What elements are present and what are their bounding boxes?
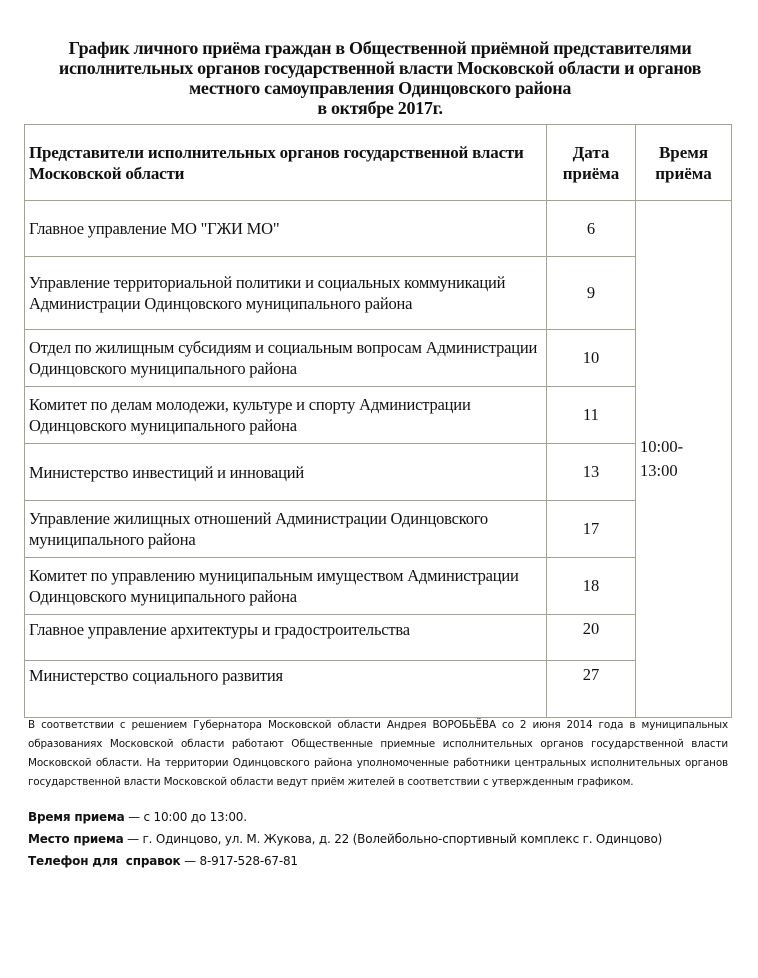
date-cell: 17 — [547, 501, 636, 558]
reception-place — [28, 828, 738, 850]
org-cell: Министерство социального развития — [25, 661, 547, 718]
org-cell: Управление территориальной политики и социальных коммуникаций Администрации Одинцовского муниципального района — [25, 257, 547, 330]
title-line: исполнительных органов государственной власти Московской области и органов — [58, 58, 702, 78]
reference-phone-label: Телефон для справок — [28, 854, 181, 868]
table-row — [25, 201, 732, 257]
table-row — [25, 444, 732, 501]
table-row — [25, 501, 732, 558]
reception-time-label: Время приема — [28, 810, 125, 824]
date-cell: 10 — [547, 330, 636, 387]
title-line: График личного приёма граждан в Общественной приёмной представителями — [68, 38, 692, 58]
table-header-row — [25, 125, 732, 201]
date-cell: 6 — [547, 201, 636, 257]
org-cell: Комитет по делам молодежи, культуре и спорту Администрации Одинцовского муниципального района — [25, 387, 547, 444]
contact-info — [28, 806, 738, 872]
table-row — [25, 661, 732, 718]
date-cell: 18 — [547, 558, 636, 615]
reference-phone — [28, 850, 738, 872]
column-header-org: Представители исполнительных органов государственной власти Московской области — [25, 125, 547, 201]
date-cell: 13 — [547, 444, 636, 501]
reception-time-value: — с 10:00 до 13:00. — [124, 810, 247, 824]
reception-time — [28, 806, 738, 828]
table-row — [25, 558, 732, 615]
time-cell — [636, 201, 732, 718]
org-cell: Главное управление архитектуры и градостроительства — [25, 615, 547, 661]
time-value: 10:00-13:00 — [640, 437, 684, 480]
org-cell: Управление жилищных отношений Администрации Одинцовского муниципального района — [25, 501, 547, 558]
org-cell: Главное управление МО "ГЖИ МО" — [25, 201, 547, 257]
column-header-date: Дата приёма — [547, 125, 636, 201]
legal-note: В соответствии с решением Губернатора Московской области Андрея ВОРОБЬЁВА со 2 июня 2014 года в муниципальных образованиях Московской области работают Общественные приемные исполнительных органов государственной власти Московской области. На территории Одинцовского района уполномоченные работники центральных исполнительных органов государственной власти Московской области ведут приём жителей в соответствии с утвержденным графиком. — [28, 719, 728, 788]
date-cell: 27 — [547, 661, 636, 718]
date-cell: 9 — [547, 257, 636, 330]
reference-phone-value: — 8-917-528-67-81 — [180, 854, 298, 868]
title-line: местного самоуправления Одинцовского района — [188, 78, 572, 98]
date-cell: 20 — [547, 615, 636, 661]
table-row — [25, 387, 732, 444]
column-header-time: Время приёма — [636, 125, 732, 201]
table-row — [25, 615, 732, 661]
date-cell: 11 — [547, 387, 636, 444]
reception-place-value: — г. Одинцово, ул. М. Жукова, д. 22 (Волейбольно-спортивный комплекс г. Одинцово) — [123, 832, 663, 846]
reception-place-label: Место приема — [28, 832, 124, 846]
schedule-table — [24, 124, 732, 718]
org-cell: Министерство инвестиций и инноваций — [25, 444, 547, 501]
table-row — [25, 330, 732, 387]
org-cell: Отдел по жилищным субсидиям и социальным вопросам Администрации Одинцовского муниципального района — [25, 330, 547, 387]
title-line: в октябре 2017г. — [317, 98, 443, 118]
page-title — [20, 38, 740, 118]
org-cell: Комитет по управлению муниципальным имуществом Администрации Одинцовского муниципального района — [25, 558, 547, 615]
table-row — [25, 257, 732, 330]
